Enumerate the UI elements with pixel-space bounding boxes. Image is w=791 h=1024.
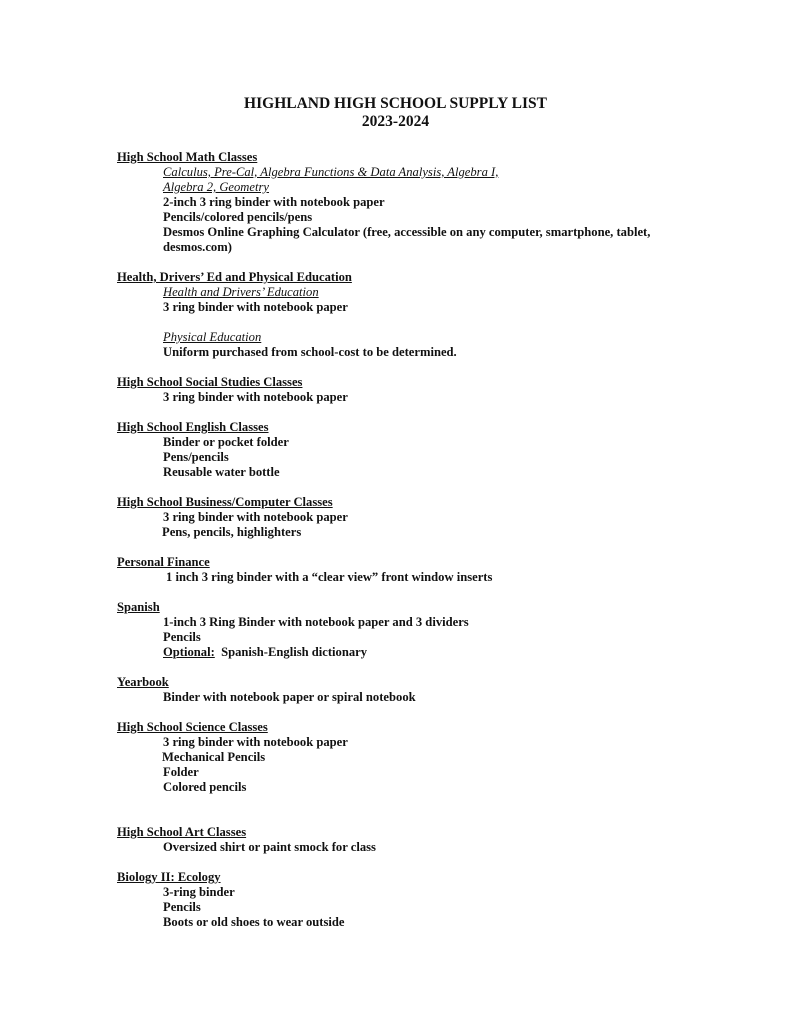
section-spanish (117, 600, 737, 660)
list-item: Uniform purchased from school-cost to be determined. (163, 345, 457, 359)
section-science (117, 720, 737, 795)
supply-list-content (117, 150, 737, 930)
list-item: Oversized shirt or paint smock for class (163, 840, 376, 854)
section-heading-personal-finance: Personal Finance (117, 555, 210, 569)
list-item: Pencils/colored pencils/pens (163, 210, 313, 224)
list-item: 1-inch 3 Ring Binder with notebook paper and 3 dividers (163, 615, 469, 629)
section-health (117, 270, 737, 360)
list-item: Binder with notebook paper or spiral notebook (163, 690, 416, 704)
section-heading-english: High School English Classes (117, 420, 269, 434)
list-item: Reusable water bottle (163, 465, 280, 479)
section-heading-spanish: Spanish (117, 600, 160, 614)
list-item: Pens/pencils (163, 450, 229, 464)
list-item: Pencils (163, 900, 201, 914)
list-item: Folder (163, 765, 199, 779)
section-math (117, 150, 737, 255)
list-item: Pencils (163, 630, 201, 644)
section-social-studies (117, 375, 737, 405)
school-year: 2023-2024 (361, 113, 430, 130)
list-item: 1 inch 3 ring binder with a “clear view” front window inserts (166, 570, 493, 584)
list-item: Desmos Online Graphing Calculator (free, accessible on any computer, smartphone, tablet, (163, 225, 651, 239)
list-item: Pens, pencils, highlighters (162, 525, 302, 539)
section-yearbook (117, 675, 737, 705)
list-item: 3 ring binder with notebook paper (163, 390, 348, 404)
math-courses-line1: Calculus, Pre-Cal, Algebra Functions & Data Analysis, Algebra I, (163, 165, 499, 179)
pe-subheading: Physical Education (163, 330, 262, 344)
section-english (117, 420, 737, 480)
optional-text: Spanish-English dictionary (221, 645, 368, 659)
list-item: Mechanical Pencils (162, 750, 266, 764)
section-heading-yearbook: Yearbook (117, 675, 169, 689)
section-heading-art: High School Art Classes (117, 825, 247, 839)
section-business (117, 495, 737, 540)
list-item: 2-inch 3 ring binder with notebook paper (163, 195, 385, 209)
list-item: 3-ring binder (163, 885, 235, 899)
list-item: desmos.com) (163, 240, 232, 254)
list-item: Boots or old shoes to wear outside (163, 915, 345, 929)
section-heading-biology: Biology II: Ecology (117, 870, 221, 884)
list-item: 3 ring binder with notebook paper (163, 735, 348, 749)
section-heading-business: High School Business/Computer Classes (117, 495, 333, 509)
section-heading-health: Health, Drivers’ Ed and Physical Education (117, 270, 352, 284)
health-subheading: Health and Drivers’ Education (163, 285, 319, 299)
section-art (117, 825, 737, 855)
optional-label: Optional: (163, 645, 215, 659)
math-courses-line2: Algebra 2, Geometry (163, 180, 269, 194)
section-personal-finance (117, 555, 737, 585)
list-item: 3 ring binder with notebook paper (163, 300, 348, 314)
section-heading-science: High School Science Classes (117, 720, 268, 734)
section-biology (117, 870, 737, 930)
document-title: HIGHLAND HIGH SCHOOL SUPPLY LIST (244, 95, 547, 112)
list-item: 3 ring binder with notebook paper (163, 510, 348, 524)
list-item: Colored pencils (163, 780, 247, 794)
section-heading-social-studies: High School Social Studies Classes (117, 375, 303, 389)
optional-item (117, 645, 737, 660)
section-heading-math: High School Math Classes (117, 150, 258, 164)
list-item: Binder or pocket folder (163, 435, 289, 449)
